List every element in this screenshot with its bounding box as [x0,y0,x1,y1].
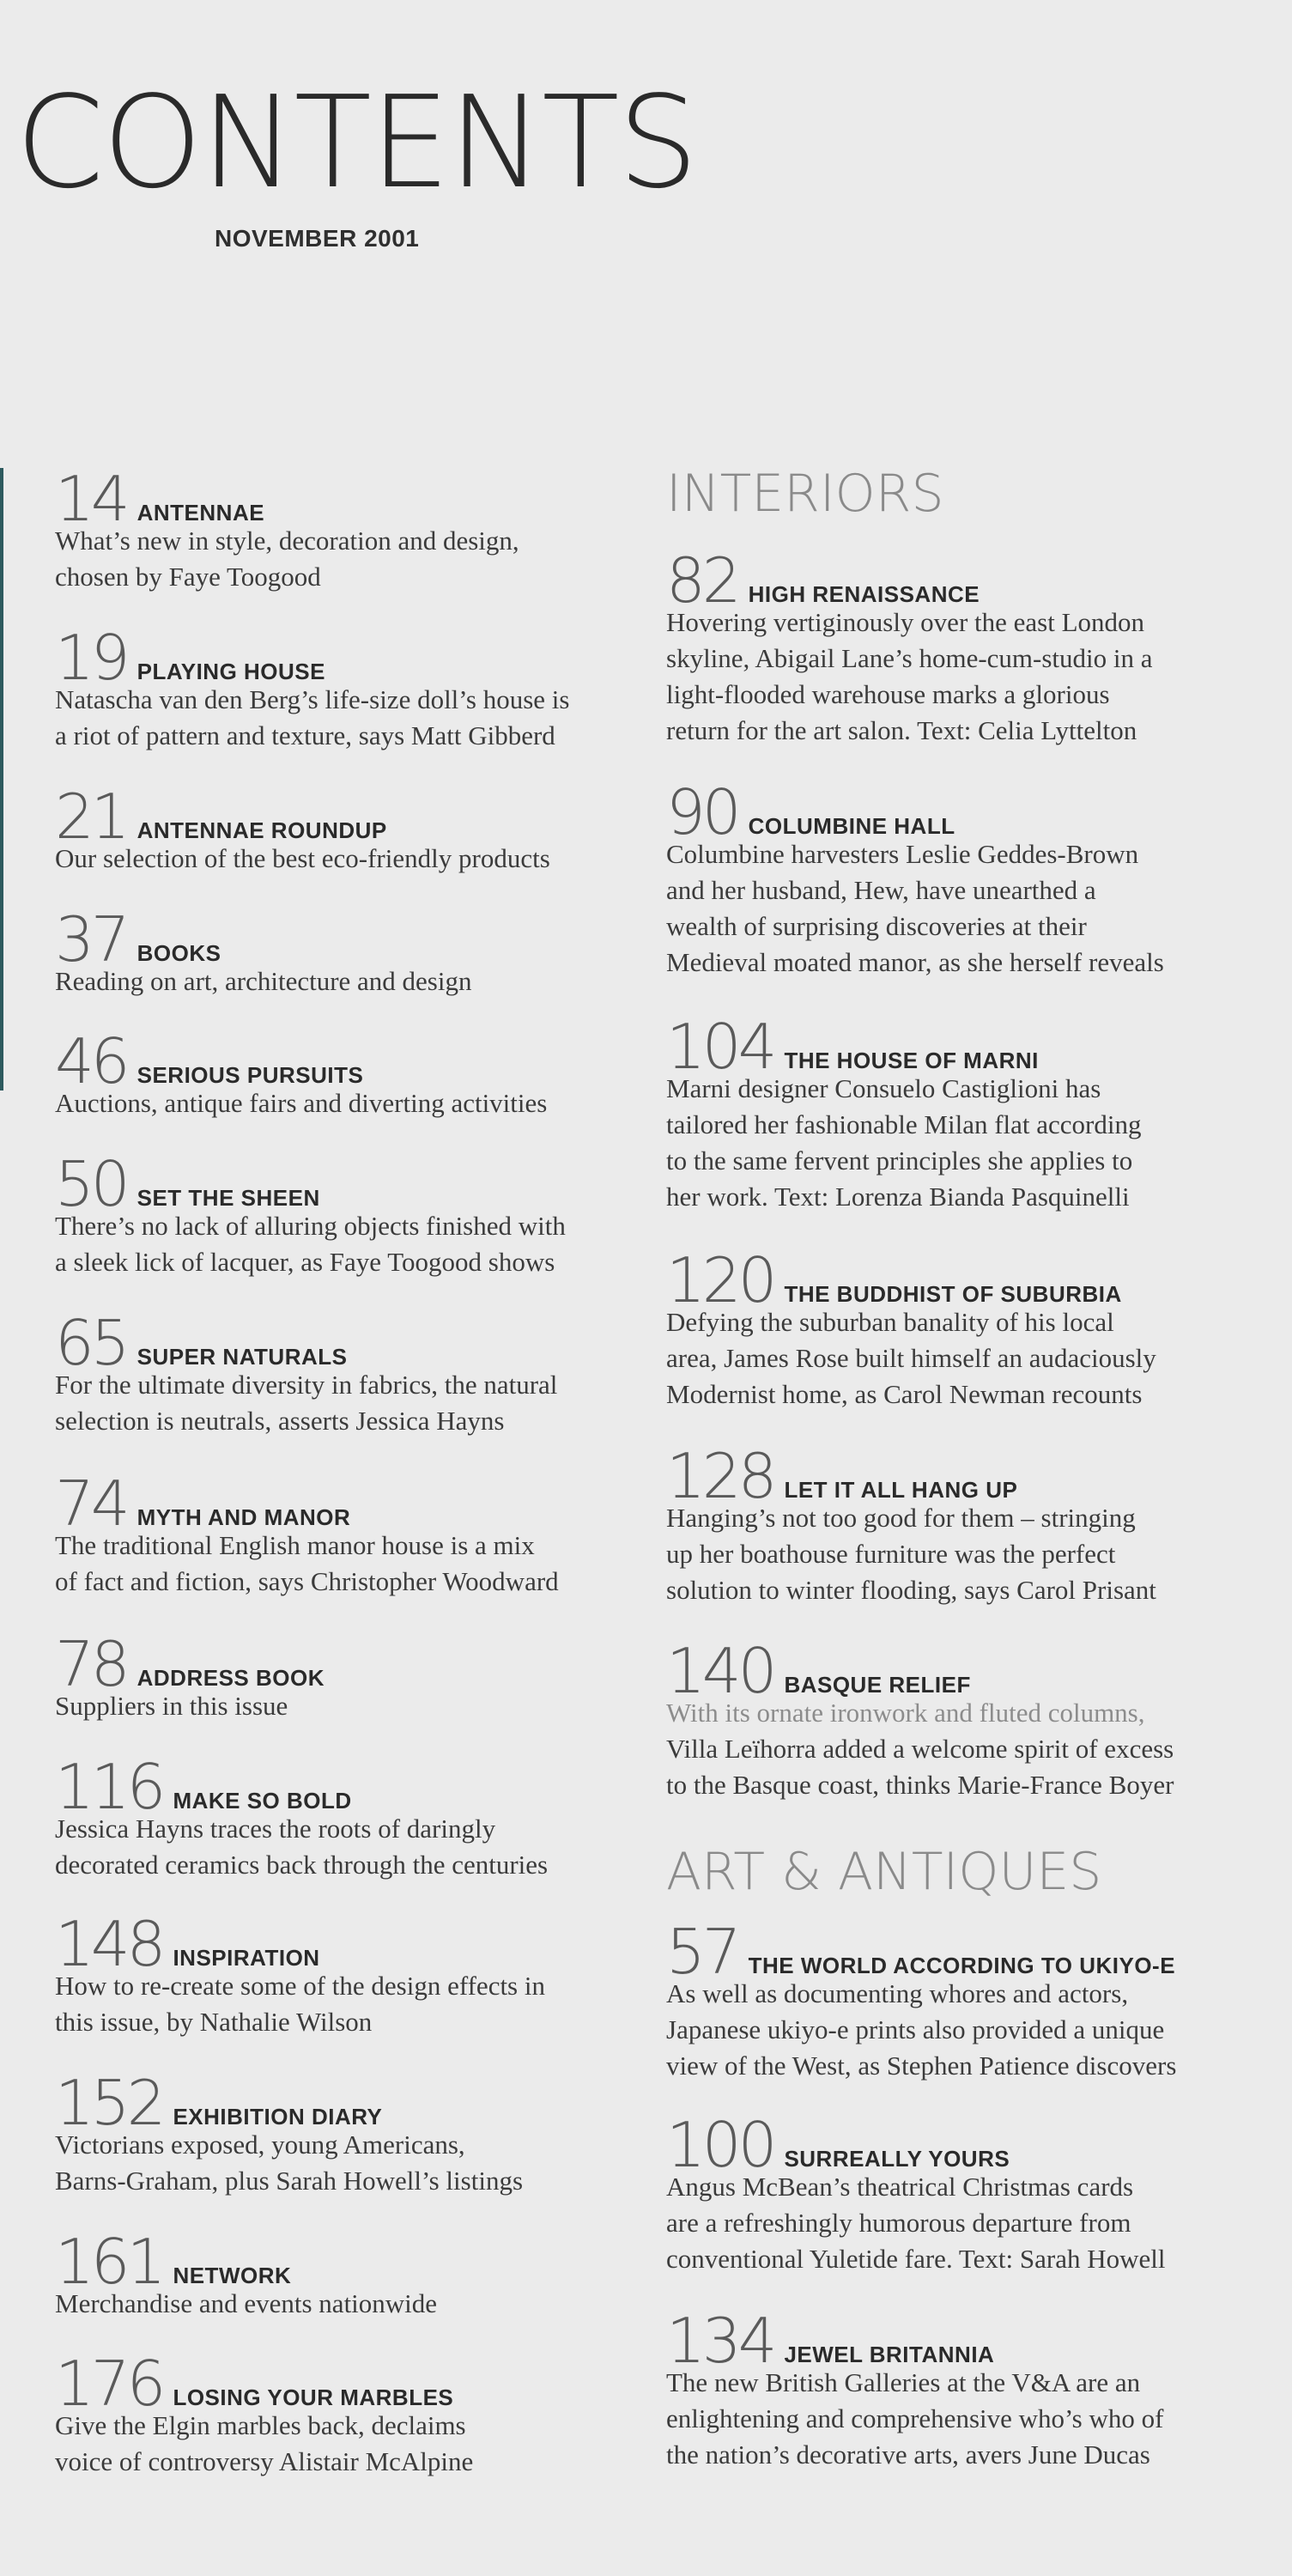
article-heading: JEWEL BRITANNIA [784,2342,995,2367]
article-description: With its ornate ironwork and fluted columns, Villa Leïhorra added a welcome spirit of excess to the Basque coast, thinks Marie-France Boyer [666,1698,1174,1800]
article-description: Give the Elgin marbles back, declaims voice of controversy Alistair McAlpine [55,2410,474,2476]
article-description: What’s new in style, decoration and design, chosen by Faye Toogood [55,526,519,592]
article-description: Defying the suburban banality of his local area, James Rose built himself an audaciously Modernist home, as Carol Newman recounts [666,1307,1156,1409]
contents-entry[interactable] [55,2226,639,2322]
contents-entry[interactable] [666,1440,1276,1608]
page-title: CONTENTS [15,69,697,216]
article-description: Hanging’s not too good for them – stringing up her boathouse furniture was the perfect solution to winter flooding, says Carol Prisant [666,1503,1156,1605]
contents-entry[interactable] [666,1916,1276,2084]
contents-entry[interactable] [666,1635,1276,1803]
article-description: For the ultimate diversity in fabrics, the natural selection is neutrals, asserts Jessica Hayns [55,1370,558,1436]
section-heading-art-antiques: ART & ANTIQUES [666,1842,1102,1902]
article-heading: HIGH RENAISSANCE [748,581,980,607]
page-number: 148 [55,1908,163,1980]
article-description: Jessica Hayns traces the roots of daringly decorated ceramics back through the centuries [55,1814,549,1880]
article-heading: COLUMBINE HALL [748,813,955,839]
page-number: 104 [666,1011,774,1083]
page-number: 152 [55,2067,163,2139]
page-number: 161 [55,2226,163,2298]
page-number: 134 [666,2305,774,2377]
page-edge-strip [0,468,3,1091]
page-number: 46 [55,1025,127,1097]
page-number: 19 [55,622,127,694]
page-number: 21 [55,781,127,853]
contents-entry[interactable] [666,1011,1276,1215]
contents-entry[interactable] [55,903,639,999]
article-description: Reading on art, architecture and design [55,966,472,996]
article-description: As well as documenting whores and actors, Japanese ukiyo-e prints also provided a unique view of the West, as Stephen Patience discovers [666,1978,1177,2081]
article-description: Marni designer Consuelo Castiglioni has tailored her fashionable Milan flat according to the same fervent principles she applies to her work. Text: Lorenza Bianda Pasquinelli [666,1073,1142,1212]
article-heading: ANTENNAE [136,500,265,526]
article-heading: THE WORLD ACCORDING TO UKIYO-E [748,1953,1176,1978]
page-number: 82 [666,544,738,617]
article-description: Merchandise and events nationwide [55,2288,438,2318]
article-description: Columbine harvesters Leslie Geddes-Brown and her husband, Hew, have unearthed a wealth of surprising discoveries at their Medieval moated manor, as she herself reveals [666,839,1164,977]
article-heading: MAKE SO BOLD [173,1788,352,1814]
page-number: 14 [55,463,127,535]
section-heading-interiors: INTERIORS [666,464,944,524]
article-description: Natascha van den Berg’s life-size doll’s house is a riot of pattern and texture, says Matt Gibberd [55,684,570,750]
page-number: 120 [666,1244,774,1316]
contents-entry[interactable] [55,2067,639,2199]
article-heading: THE HOUSE OF MARNI [784,1048,1039,1073]
page-number: 140 [666,1635,774,1707]
page-number: 128 [666,1440,774,1512]
article-heading: ANTENNAE ROUNDUP [136,817,387,843]
article-heading: ADDRESS BOOK [136,1665,325,1691]
contents-entry[interactable] [55,1307,639,1439]
article-heading: BOOKS [136,940,221,966]
contents-entry[interactable] [55,2348,639,2480]
article-description: Angus McBean’s theatrical Christmas cards are a refreshingly humorous departure from conventional Yuletide fare. Text: Sarah Howell [666,2172,1166,2274]
article-heading: LOSING YOUR MARBLES [173,2385,454,2410]
page-number: 37 [55,903,127,975]
article-heading: PLAYING HOUSE [136,659,325,684]
page-number: 116 [55,1751,163,1823]
article-description: Our selection of the best eco-friendly products [55,843,550,873]
page-number: 90 [666,776,738,848]
article-heading: SUPER NATURALS [136,1344,348,1370]
article-heading: MYTH AND MANOR [136,1504,351,1530]
article-description: The new British Galleries at the V&A are an enlightening and comprehensive who’s who of the nation’s decorative arts, avers June Ducas [666,2367,1164,2470]
contents-entry[interactable] [666,1244,1276,1413]
article-description: The traditional English manor house is a mix of fact and fiction, says Christopher Woodward [55,1530,559,1596]
contents-entry[interactable] [666,776,1276,981]
contents-entry[interactable] [55,463,639,595]
issue-date: NOVEMBER 2001 [215,225,420,252]
contents-entry[interactable] [55,1908,639,2040]
article-heading: LET IT ALL HANG UP [784,1477,1018,1503]
page-number: 100 [666,2109,774,2181]
page-number: 176 [55,2348,163,2420]
page-number: 57 [666,1916,738,1988]
article-heading: NETWORK [173,2263,292,2288]
contents-entry[interactable] [55,622,639,754]
page-number: 74 [55,1467,127,1540]
contents-entry[interactable] [55,1467,639,1600]
contents-entry[interactable] [666,2109,1276,2277]
contents-entry[interactable] [666,2305,1276,2473]
article-description: Hovering vertiginously over the east London skyline, Abigail Lane’s home-cum-studio in a light-flooded warehouse marks a glorious return for the art salon. Text: Celia Lyttelton [666,607,1153,745]
page-number: 78 [55,1628,127,1700]
article-description: Victorians exposed, young Americans, Barns-Graham, plus Sarah Howell’s listings [55,2129,524,2196]
contents-entry[interactable] [55,1148,639,1280]
article-heading: EXHIBITION DIARY [173,2104,383,2129]
article-description: There’s no lack of alluring objects finished with a sleek lick of lacquer, as Faye Toogood shows [55,1211,566,1277]
article-heading: BASQUE RELIEF [784,1672,971,1698]
article-heading: INSPIRATION [173,1945,320,1971]
article-description: Auctions, antique fairs and diverting activities [55,1088,548,1118]
contents-entry[interactable] [666,544,1276,749]
contents-entry[interactable] [55,1751,639,1883]
contents-entry[interactable] [55,781,639,877]
article-heading: SERIOUS PURSUITS [136,1062,364,1088]
contents-entry[interactable] [55,1025,639,1121]
article-description: Suppliers in this issue [55,1691,288,1721]
article-heading: SURREALLY YOURS [784,2146,1010,2172]
article-heading: SET THE SHEEN [136,1185,320,1211]
article-description: How to re-create some of the design effects in this issue, by Nathalie Wilson [55,1971,545,2037]
page-number: 50 [55,1148,127,1220]
article-heading: THE BUDDHIST OF SUBURBIA [784,1281,1122,1307]
contents-entry[interactable] [55,1628,639,1724]
page-number: 65 [55,1307,127,1379]
